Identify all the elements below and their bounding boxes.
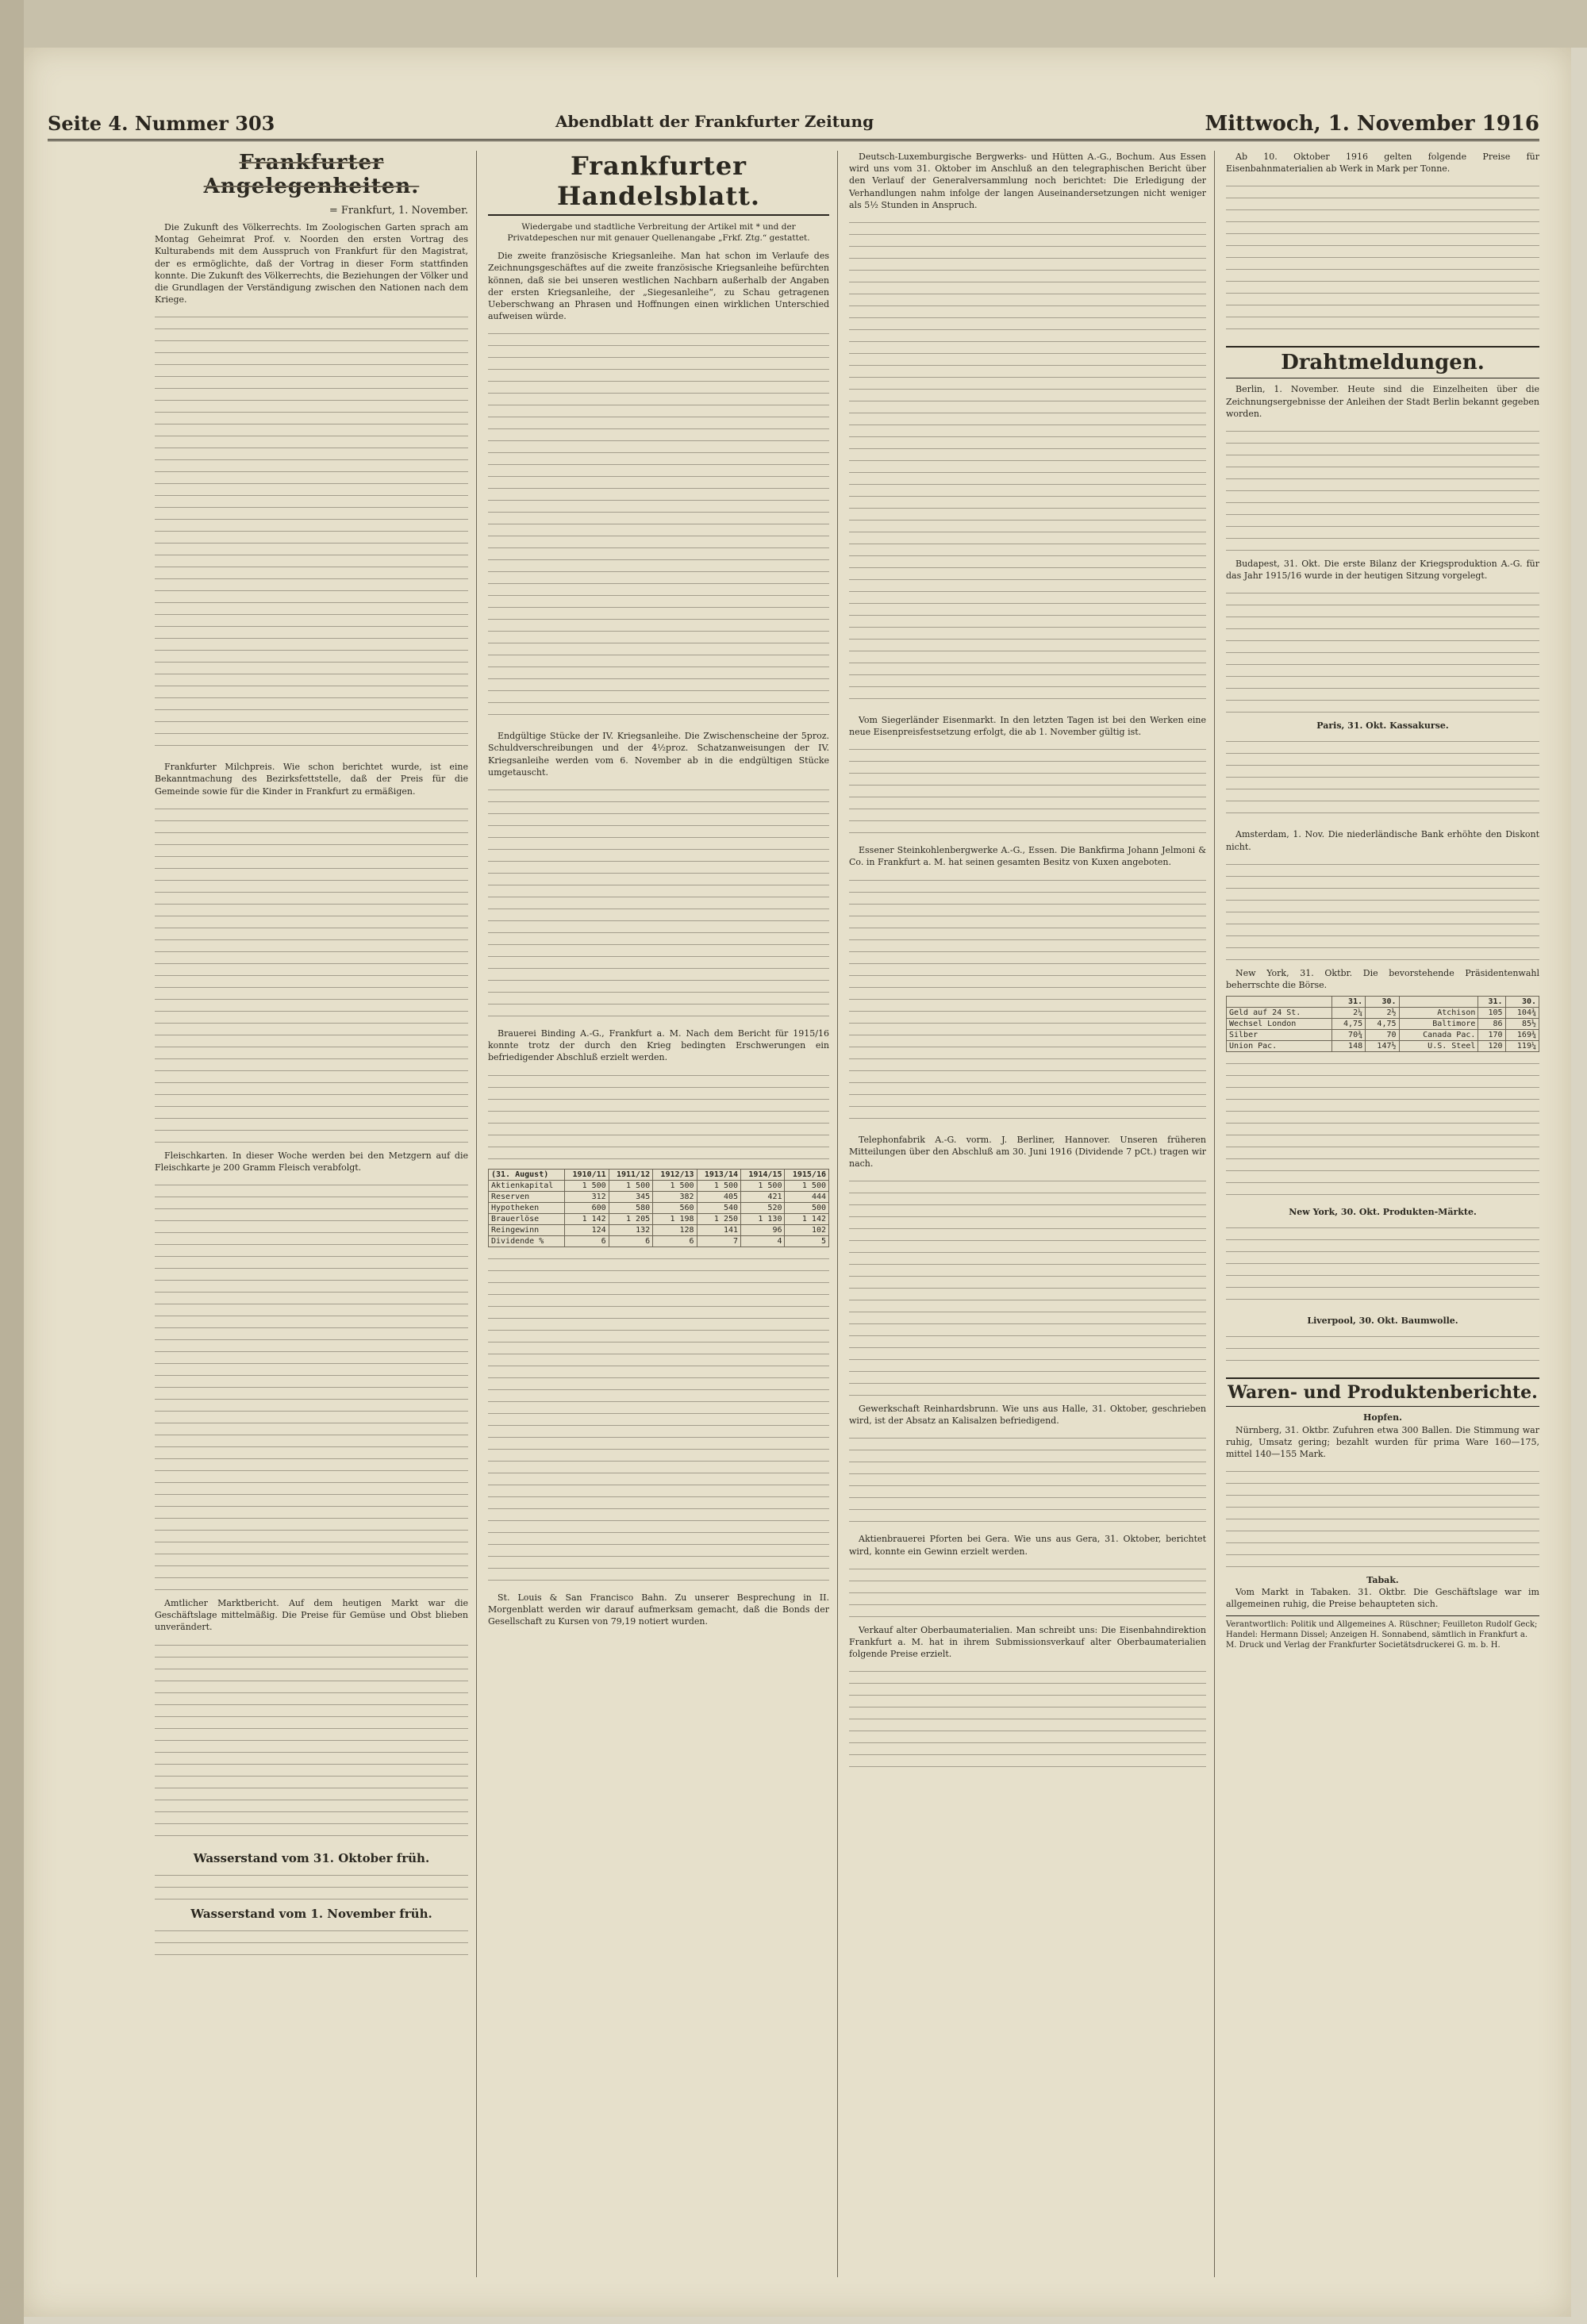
table-cell: 1 142: [565, 1213, 609, 1224]
table-cell: 170: [1478, 1030, 1505, 1041]
text-block: [849, 1431, 1206, 1527]
article: Fleischkarten. In dieser Woche werden bei den Metzgern auf die Fleischkarte je 200 Gramm Fleisch verabfolgt.: [155, 1150, 468, 1173]
text-block: [849, 216, 1206, 708]
table-cell: 1 500: [697, 1180, 740, 1191]
table-header: 1913/14: [697, 1169, 740, 1180]
table-cell: 1 500: [785, 1180, 829, 1191]
table-row: [489, 1202, 829, 1213]
text-block: [488, 1069, 829, 1164]
article: St. Louis & San Francisco Bahn. Zu unserer Besprechung in II. Morgenblatt werden wir darauf aufmerksam gemacht, daß die Bonds der Gesellschaft zu Kursen von 79,19 notiert wurden.: [488, 1592, 829, 1627]
table-cell: 520: [741, 1202, 785, 1213]
scan-top-margin: [0, 0, 1587, 48]
table-cell: Hypotheken: [489, 1202, 565, 1213]
table-cell: 105: [1478, 1008, 1505, 1019]
table-cell: Reserven: [489, 1191, 565, 1202]
table-cell: 1 130: [741, 1213, 785, 1224]
stock-quote-table: [1226, 996, 1539, 1052]
article: Vom Siegerländer Eisenmarkt. In den letzten Tagen ist bei den Werken eine neue Eisenpreisfestsetzung erfolgt, die ab 1. November gültig ist.: [849, 714, 1206, 738]
article: Die Zukunft des Völkerrechts. Im Zoologischen Garten sprach am Montag Geheimrat Prof. v. Noorden den ersten Vortrag des Kulturabends mit dem Ausspruch von Frankfurt für den Magistrat, der es ermöglichte, daß der Vortrag in dieser Form stattfinden konnte. Die Zukunft des Völkerrechts, die Beziehungen der Völker und die Grundlagen der Verständigung zwischen den Nationen nach dem Kriege.: [155, 222, 468, 305]
page-number: Seite 4. Nummer 303: [48, 112, 275, 135]
column-business-section: [488, 151, 829, 1632]
article: Brauerei Binding A.-G., Frankfurt a. M. Nach dem Bericht für 1915/16 konnte trotz der durch den Krieg bedingten Erschwerungen ein befriedigender Abschluß erzielt werden.: [488, 1028, 829, 1063]
table-cell: 4,75: [1331, 1019, 1365, 1030]
quote-table: [1226, 1330, 1539, 1369]
column-local-news: [155, 151, 468, 1956]
table-cell: 1 500: [565, 1180, 609, 1191]
article: Gewerkschaft Reinhardsbrunn. Wie uns aus Halle, 31. Oktober, geschrieben wird, ist der Absatz an Kalisalzen befriedigend.: [849, 1404, 1206, 1427]
table-cell: 141: [697, 1224, 740, 1235]
market-heading: New York, 30. Okt. Produkten-Märkte.: [1289, 1207, 1477, 1218]
text-block: [849, 1665, 1206, 1776]
table-row: [1227, 1008, 1539, 1019]
table-cell: 1 142: [785, 1213, 829, 1224]
section-title: Frankfurter Handelsblatt.: [488, 151, 829, 216]
market-heading: Liverpool, 30. Okt. Baumwolle.: [1307, 1316, 1458, 1327]
text-block: [849, 1174, 1206, 1396]
text-block: [488, 327, 829, 724]
table-cell: 2½: [1366, 1008, 1399, 1019]
table-cell: 421: [741, 1191, 785, 1202]
table-cell: Reingewinn: [489, 1224, 565, 1235]
table-cell: 86: [1478, 1019, 1505, 1030]
table-cell: 128: [653, 1224, 697, 1235]
text-block: [488, 1252, 829, 1585]
table-cell: 444: [785, 1191, 829, 1202]
column-rule: [837, 151, 838, 2277]
table-cell: 124: [565, 1224, 609, 1235]
article: Endgültige Stücke der IV. Kriegsanleihe. Die Zwischenscheine der 5proz. Schuldverschreibungen und der 4½proz. Schatzanweisungen der IV. Kriegsanleihe werden vom 6. November ab in die endgültigen Stücke umgetauscht.: [488, 731, 829, 778]
table-header: 1914/15: [741, 1169, 785, 1180]
balance-table: [488, 1169, 829, 1247]
table-row: [489, 1180, 829, 1191]
section-heading: Drahtmeldungen.: [1226, 346, 1539, 378]
text-block: [1226, 1465, 1539, 1568]
article: Budapest, 31. Okt. Die erste Bilanz der Kriegsproduktion A.-G. für das Jahr 1915/16 wurde in der heutigen Sitzung vorgelegt.: [1226, 558, 1539, 582]
table-cell: Atchison: [1399, 1008, 1478, 1019]
table-cell: 2¼: [1331, 1008, 1365, 1019]
subheading: Tabak.: [1366, 1575, 1399, 1586]
table-cell: 120: [1478, 1041, 1505, 1052]
article: Aktienbrauerei Pforten bei Gera. Wie uns aus Gera, 31. Oktober, berichtet wird, konnte ein Gewinn erzielt werden.: [849, 1534, 1206, 1557]
table-cell: Silber: [1227, 1030, 1332, 1041]
table-cell: Dividende %: [489, 1235, 565, 1247]
table-cell: 119¼: [1505, 1041, 1539, 1052]
text-block: [155, 310, 468, 755]
scan-left-edge: [0, 0, 24, 2324]
table-cell: 102: [785, 1224, 829, 1235]
table-cell: 1 198: [653, 1213, 697, 1224]
table-cell: 1 500: [609, 1180, 652, 1191]
table-cell: 1 250: [697, 1213, 740, 1224]
text-block: [155, 1178, 468, 1591]
table-cell: 4,75: [1366, 1019, 1399, 1030]
table-row: [489, 1213, 829, 1224]
table-cell: 85½: [1505, 1019, 1539, 1030]
text-block: [155, 1638, 468, 1845]
table-header: 1910/11: [565, 1169, 609, 1180]
table-row: [489, 1235, 829, 1247]
article: Amtlicher Marktbericht. Auf dem heutigen Markt war die Geschäftslage mittelmäßig. Die Preise für Gemüse und Obst blieben unverändert.: [155, 1598, 468, 1633]
table-cell: 147½: [1366, 1041, 1399, 1052]
table-cell: 6: [653, 1235, 697, 1247]
table-cell: 560: [653, 1202, 697, 1213]
article: Telephonfabrik A.-G. vorm. J. Berliner, Hannover. Unseren früheren Mitteilungen über den Abschluß am 30. Juni 1916 (Dividende 7 pCt.) tragen wir nach.: [849, 1134, 1206, 1169]
table-row: [489, 1224, 829, 1235]
table-header: [1227, 997, 1332, 1008]
quote-table: [1226, 1221, 1539, 1308]
text-block: [1226, 858, 1539, 961]
table-cell: 6: [609, 1235, 652, 1247]
article: New York, 31. Oktbr. Die bevorstehende Präsidentenwahl beherrschte die Börse.: [1226, 967, 1539, 990]
section-title: Frankfurter Angelegenheiten.: [203, 151, 420, 198]
table-cell: Wechsel London: [1227, 1019, 1332, 1030]
section-heading: Waren- und Produktenberichte.: [1226, 1377, 1539, 1407]
subheading: Hopfen.: [1363, 1412, 1402, 1423]
table-header: 1911/12: [609, 1169, 652, 1180]
text-block: [849, 743, 1206, 838]
table-header: (31. August): [489, 1169, 565, 1180]
column-wire-reports: [1226, 151, 1539, 1650]
table-cell: 500: [785, 1202, 829, 1213]
table-cell: Aktienkapital: [489, 1180, 565, 1191]
table-cell: 382: [653, 1191, 697, 1202]
table-cell: 132: [609, 1224, 652, 1235]
table-header: 1915/16: [785, 1169, 829, 1180]
table-cell: 580: [609, 1202, 652, 1213]
table-cell: 7: [697, 1235, 740, 1247]
table-cell: Union Pac.: [1227, 1041, 1332, 1052]
table-cell: 4: [741, 1235, 785, 1247]
column-rule: [476, 151, 477, 2277]
table-cell: 148: [1331, 1041, 1365, 1052]
market-heading: Paris, 31. Okt. Kassakurse.: [1316, 720, 1449, 732]
water-level-table: [155, 1924, 468, 1956]
article: Amsterdam, 1. Nov. Die niederländische Bank erhöhte den Diskont nicht.: [1226, 829, 1539, 852]
table-header: 30.: [1505, 997, 1539, 1008]
table-cell: 70¾: [1331, 1030, 1365, 1041]
quote-table: [1226, 1057, 1539, 1200]
text-block: [1226, 179, 1539, 338]
article: Frankfurter Milchpreis. Wie schon berichtet wurde, ist eine Bekanntmachung des Bezirksfettstelle, daß der Preis für die Gemeinde sowie für die Kinder in Frankfurt zu ermäßigen.: [155, 762, 468, 797]
reprint-notice: Wiedergabe und stadtliche Verbreitung der Artikel mit * und der Privatdepeschen nur mit genauer Quellenangabe „Frkf. Ztg.“ gestattet.: [507, 222, 810, 243]
dateline: = Frankfurt, 1. November.: [329, 205, 468, 217]
table-cell: 600: [565, 1202, 609, 1213]
table-row: [489, 1191, 829, 1202]
water-level-heading: Wasserstand vom 31. Oktober früh.: [193, 1850, 430, 1865]
article: Vom Markt in Tabaken. 31. Oktbr. Die Geschäftslage war im allgemeinen ruhig, die Preise behaupteten sich.: [1226, 1587, 1539, 1610]
table-cell: 405: [697, 1191, 740, 1202]
table-cell: 70: [1366, 1030, 1399, 1041]
table-cell: Geld auf 24 St.: [1227, 1008, 1332, 1019]
column-company-reports: [849, 151, 1206, 1782]
table-cell: U.S. Steel: [1399, 1041, 1478, 1052]
text-block: [849, 874, 1206, 1127]
article: Berlin, 1. November. Heute sind die Einzelheiten über die Zeichnungsergebnisse der Anleihen der Stadt Berlin bekannt gegeben worden.: [1226, 384, 1539, 419]
table-header: 31.: [1331, 997, 1365, 1008]
table-header: [1399, 997, 1478, 1008]
article: Die zweite französische Kriegsanleihe. Man hat schon im Verlaufe des Zeichnungsgeschäftes auf die zweite französische Kriegsanleihe befürchten können, daß sie bei unseren westlichen Nachbarn außerhalb der Angaben der ersten Kriegsanleihe, der „Siegesanleihe“, zu Schau getragenen Ueberschwang an Phrasen und Hoffnungen einen wirklichen Unterschied aufweisen würde.: [488, 251, 829, 322]
text-block: [155, 802, 468, 1143]
article: Deutsch-Luxemburgische Bergwerks- und Hütten A.-G., Bochum. Aus Essen wird uns vom 31. Oktober im Anschluß an den telegraphischen Bericht über den Verlauf der Generalversammlung noch berichtet: Die Erledigung der Verhandlungen nahm infolge der langen Auseinandersetzungen nicht weniger als 5½ Stunden in Anspruch.: [849, 152, 1206, 210]
table-cell: Canada Pac.: [1399, 1030, 1478, 1041]
water-level-table: [155, 1869, 468, 1900]
text-block: [1226, 586, 1539, 713]
table-cell: 6: [565, 1235, 609, 1247]
table-cell: 1 500: [653, 1180, 697, 1191]
article: Nürnberg, 31. Oktbr. Zufuhren etwa 300 Ballen. Die Stimmung war ruhig, Umsatz gering; bezahlt wurden für prima Ware 160—175, mittel 140—155 Mark.: [1226, 1424, 1539, 1459]
table-cell: 1 205: [609, 1213, 652, 1224]
article: Essener Steinkohlenbergwerke A.-G., Essen. Die Bankfirma Johann Jelmoni & Co. in Frankfurt a. M. hat seinen gesamten Besitz von Kuxen angeboten.: [849, 845, 1206, 868]
table-header: 31.: [1478, 997, 1505, 1008]
table-cell: 169¾: [1505, 1030, 1539, 1041]
water-level-heading: Wasserstand vom 1. November früh.: [190, 1906, 432, 1921]
text-block: [488, 783, 829, 1021]
table-cell: 104¾: [1505, 1008, 1539, 1019]
table-cell: Baltimore: [1399, 1019, 1478, 1030]
masthead: Abendblatt der Frankfurter Zeitung: [555, 112, 874, 131]
table-cell: 96: [741, 1224, 785, 1235]
table-cell: 5: [785, 1235, 829, 1247]
issue-date: Mittwoch, 1. November 1916: [1205, 112, 1539, 136]
table-header: 1912/13: [653, 1169, 697, 1180]
column-rule: [1214, 151, 1215, 2277]
table-row: [1227, 1019, 1539, 1030]
table-cell: 312: [565, 1191, 609, 1202]
imprint: Verantwortlich: Politik und Allgemeines A. Rüschner; Feuilleton Rudolf Geck; Handel: Hermann Dissel; Anzeigen H. Sonnabend, sämtlich in Frankfurt a. M. Druck und Verlag der Frankfurter Societätsdruckerei G. m. b. H.: [1226, 1615, 1539, 1650]
table-cell: 1 500: [741, 1180, 785, 1191]
table-cell: Brauerlöse: [489, 1213, 565, 1224]
table-row: [1227, 1041, 1539, 1052]
text-block: [849, 1562, 1206, 1618]
table-cell: 345: [609, 1191, 652, 1202]
table-row: [1227, 1030, 1539, 1041]
article: Verkauf alter Oberbaumaterialien. Man schreibt uns: Die Eisenbahndirektion Frankfurt a. M. hat in ihrem Submissionsverkauf alter Oberbaumaterialien folgende Preise erzielt.: [849, 1624, 1206, 1660]
text-block: [1226, 424, 1539, 551]
page-header: [48, 107, 1539, 141]
quote-table: [1226, 735, 1539, 822]
table-cell: 540: [697, 1202, 740, 1213]
article: Ab 10. Oktober 1916 gelten folgende Preise für Eisenbahnmaterialien ab Werk in Mark per Tonne.: [1226, 152, 1539, 175]
table-header: 30.: [1366, 997, 1399, 1008]
